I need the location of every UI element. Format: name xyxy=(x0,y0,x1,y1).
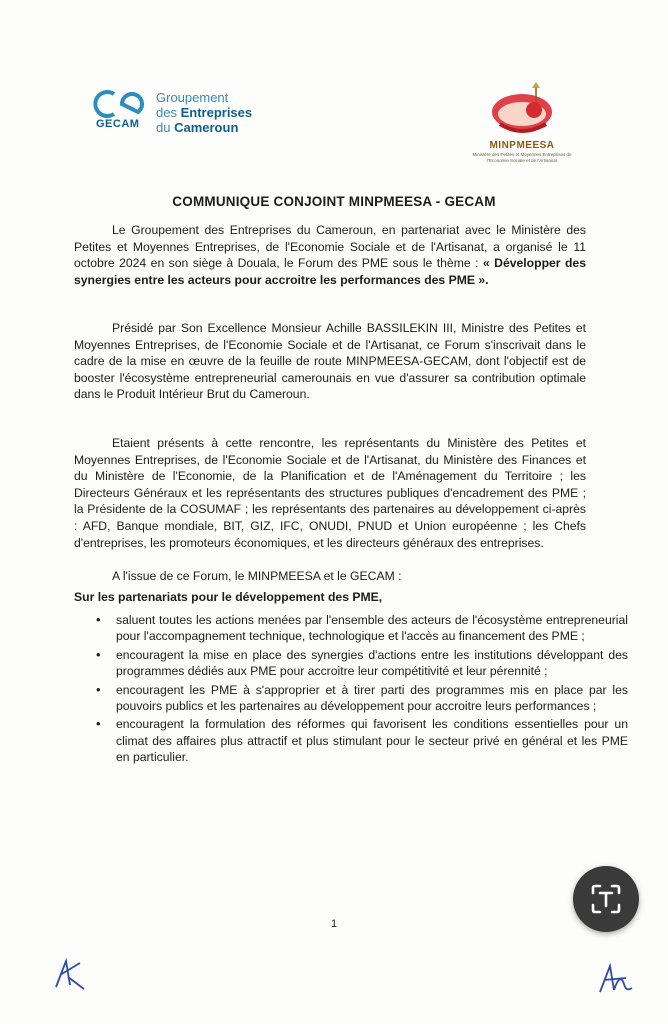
signature-initials-right xyxy=(596,962,636,998)
list-item: • encouragent la mise en place des synergies d'actions entre les institutions développant des programmes dédiés aux PME pour accroitre leur compétitivité et leur pérennité ; xyxy=(116,647,628,680)
gecam-name xyxy=(156,90,252,135)
minpmeesa-name: MINPMEESA xyxy=(489,140,555,151)
recommendations-list xyxy=(74,612,628,768)
gecam-name-line1: Groupement xyxy=(156,90,229,105)
section-heading: Sur les partenariats pour le développement des PME, xyxy=(74,590,383,604)
gecam-logo xyxy=(92,88,262,138)
gecam-name-line3: du Cameroun xyxy=(156,120,239,135)
gecam-abbreviation: GECAM xyxy=(96,118,140,130)
text-scan-icon xyxy=(590,883,622,915)
gecam-name-line2: des Entreprises xyxy=(156,105,253,120)
text-scan-button[interactable] xyxy=(573,866,639,932)
list-item: • saluent toutes les actions menées par l'ensemble des acteurs de l'écosystème entrepreneurial pour l'accompagnement technique, technologique et l'accès au financement des PME ; xyxy=(116,612,628,645)
minpmeesa-subtitle: Ministère des Petites et Moyennes Entreprises de l'Economie Sociale et de l'Artisanat xyxy=(472,152,572,163)
document-title: COMMUNIQUE CONJOINT MINPMEESA - GECAM xyxy=(172,194,496,209)
minpmeesa-emblem-icon xyxy=(462,80,582,140)
page-number: 1 xyxy=(330,918,338,930)
paragraph-intro: Le Groupement des Entreprises du Cameroun, en partenariat avec le Ministère des Petites et Moyennes Entreprises, de l'Economie Sociale et de l'Artisanat, a organisé le 11 octobre 2024 en son siège à Douala, le Forum des PME sous le thème : « Développer des synergies entre les acteurs pour accroitre les performances des PME ». xyxy=(74,223,586,287)
signature-initials-left xyxy=(50,955,90,995)
paragraph-attendees: Etaient présents à cette rencontre, les représentants du Ministère des Petites et Moyennes Entreprises, de l'Economie Sociale et de l'Artisanat, du Ministère des Finances et du Ministère de l'Economie, de la Planification et de l'Aménagement du Territoire ; les Directeurs Généraux et les représentants des structures publiques d'encadrement des PME ; la Présidente de la COSUMAF ; les représentants des partenaires au développement ci-après : AFD, Banque mondiale, BIT, GIZ, IFC, ONUDI, PNUD et Union européenne ; les Chefs d'entreprises, les promoteurs économiques, et les directeurs généraux des entreprises. xyxy=(74,436,586,550)
paragraph-outcome-intro: A l'issue de ce Forum, le MINPMEESA et le GECAM : xyxy=(112,569,402,583)
list-item: • encouragent les PME à s'approprier et à tirer parti des programmes mis en place par les pouvoirs publics et les partenaires au développement pour accroitre leurs performances ; xyxy=(116,682,628,715)
paragraph-presidency: Présidé par Son Excellence Monsieur Achille BASSILEKIN III, Ministre des Petites et Moyennes Entreprises, de l'Economie Sociale et de l'Artisanat, ce Forum s'inscrivait dans le cadre de la mise en œuvre de la feuille de route MINPMEESA-GECAM, dont l'objectif est de booster l'écosystème entrepreneurial camerounais en vue d'assurer sa contribution optimale dans le Produit Intérieur Brut du Cameroun. xyxy=(74,321,586,402)
minpmeesa-logo xyxy=(462,80,582,170)
list-item: • encouragent la formulation des réformes qui favorisent les conditions essentielles pour un climat des affaires plus attractif et plus stimulant pour le secteur privé en général et les PME en particulier. xyxy=(116,716,628,765)
